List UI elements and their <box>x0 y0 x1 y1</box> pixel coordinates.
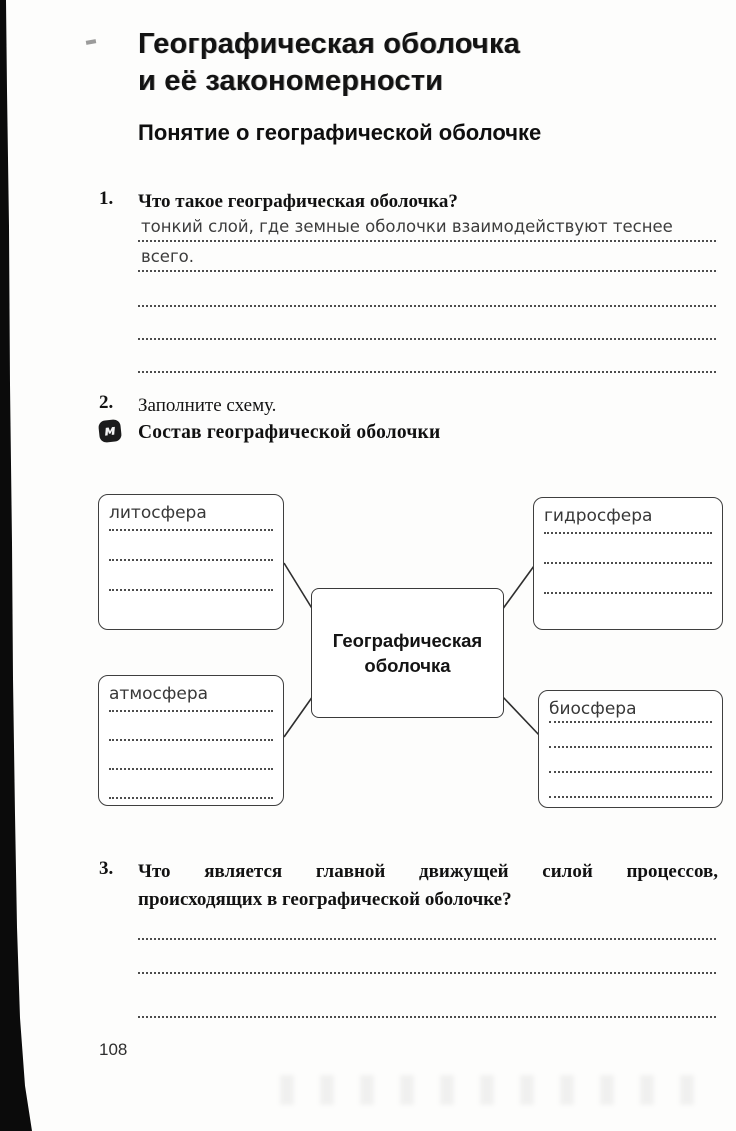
diagram-node-atmosphere <box>98 675 284 806</box>
dotted-line <box>109 712 273 741</box>
book-spine-shadow <box>0 0 36 1131</box>
dotted-line <box>109 531 273 561</box>
blank-answer-line <box>138 988 716 1018</box>
diagram-node-lithosphere <box>98 494 284 630</box>
section-title: Понятие о географической оболочке <box>138 120 542 145</box>
connector-line <box>284 696 313 737</box>
method-icon <box>98 419 122 443</box>
question-1-text: Что такое географическая оболочка? <box>138 191 458 212</box>
dotted-line <box>109 770 273 799</box>
blank-answer-line <box>138 277 716 307</box>
question-2-number: 2. <box>99 392 114 413</box>
chapter-title <box>138 26 520 100</box>
question-3-text <box>138 858 718 914</box>
scan-artifact <box>280 1075 710 1105</box>
dotted-line <box>544 564 712 594</box>
connector-line <box>284 563 313 610</box>
handwritten-node-answer: гидросфера <box>544 504 712 534</box>
blank-answer-line <box>138 343 716 373</box>
connector-line <box>502 566 534 610</box>
connector-line <box>502 696 540 736</box>
blank-answer-line <box>138 310 716 340</box>
answer-line-1 <box>138 212 716 242</box>
chapter-title-line1: Географическая оболочка <box>138 28 520 60</box>
dotted-line <box>549 773 712 798</box>
scheme-title: Состав географической оболочки <box>138 422 441 443</box>
method-icon-letter: м <box>103 422 117 440</box>
blank-answer-line <box>138 910 716 940</box>
dotted-line <box>549 748 712 773</box>
question-3-number: 3. <box>99 858 114 879</box>
diagram-node-biosphere <box>538 690 723 808</box>
question-1-number: 1. <box>99 188 114 209</box>
dotted-line <box>549 723 712 748</box>
dotted-line <box>109 741 273 770</box>
diagram-node-hydrosphere <box>533 497 723 630</box>
handwritten-answer-line-1: тонкий слой, где земные оболочки взаимодействуют теснее <box>141 217 673 236</box>
blank-answer-line <box>138 944 716 974</box>
question-2-text: Заполните схему. <box>138 395 277 416</box>
chapter-title-line2: и её закономерности <box>138 65 444 97</box>
diagram-center-node: Географическая оболочка <box>311 588 504 718</box>
answer-line-2 <box>138 242 716 272</box>
handwritten-answer-line-2: всего. <box>141 247 194 266</box>
question-3-line1: Что является главной движущей силой процессов, <box>138 861 718 882</box>
handwritten-node-answer: биосфера <box>549 697 712 723</box>
dotted-line <box>544 534 712 564</box>
handwritten-node-answer: атмосфера <box>109 682 273 712</box>
handwritten-node-answer: литосфера <box>109 501 273 531</box>
page-number: 108 <box>99 1040 128 1059</box>
question-3-line2: происходящих в географической оболочке? <box>138 889 512 910</box>
dotted-line <box>109 561 273 591</box>
scan-mark <box>86 39 97 45</box>
